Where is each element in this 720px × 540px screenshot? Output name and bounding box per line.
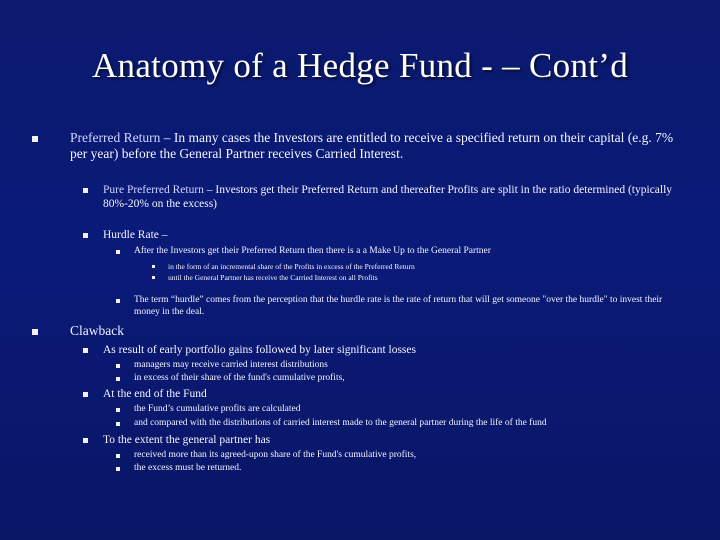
- square-bullet-icon: [83, 392, 88, 397]
- square-bullet-icon: [83, 348, 88, 353]
- bullet-extent-detail: [134, 450, 674, 462]
- make-up-detail-text: until the General Partner has receive the Carried Interest on all Profits: [168, 273, 378, 282]
- preferred-return-text: – In many cases the Investors are entitled to receive a specified return on their capital (e.g. 7% per year) before the General Partner receives Carried Interest.: [70, 130, 674, 162]
- square-bullet-icon: [116, 364, 120, 368]
- bullet-make-up: [134, 246, 674, 258]
- make-up-text: After the Investors get their Preferred Return then there is a a Make Up to the General Partner: [134, 246, 491, 256]
- bullet-make-up-detail: [168, 273, 668, 282]
- bullet-make-up-detail: [168, 262, 668, 271]
- square-bullet-icon: [83, 438, 88, 443]
- square-bullet-icon: [116, 377, 120, 381]
- bullet-early-gains: [103, 343, 663, 357]
- bullet-hurdle-rate: [103, 228, 663, 242]
- hurdle-rate-label: Hurdle Rate –: [103, 229, 168, 241]
- bullet-hurdle-origin: [134, 295, 674, 318]
- bullet-end-of-fund-detail: [134, 418, 694, 430]
- pure-preferred-return-text: – Investors get their Preferred Return and thereafter Profits are split in the ratio determined (typically 80%-20% on the excess): [103, 184, 673, 211]
- square-bullet-icon: [116, 408, 120, 412]
- square-bullet-icon: [83, 188, 88, 193]
- slide-title: Anatomy of a Hedge Fund - – Cont’d: [91, 46, 629, 85]
- bullet-end-of-fund: [103, 387, 663, 401]
- bullet-end-of-fund-detail: [134, 404, 674, 416]
- bullet-early-gains-detail: [134, 373, 674, 385]
- square-bullet-icon: [116, 454, 120, 458]
- early-gains-detail-text: managers may receive carried interest distributions: [134, 360, 328, 370]
- bullet-pure-preferred-return: [103, 183, 673, 211]
- bullet-extent-detail: [134, 463, 674, 475]
- make-up-detail-text: in the form of an incremental share of the Profits in excess of the Preferred Return: [168, 262, 415, 271]
- square-bullet-icon: [116, 250, 120, 254]
- bullet-clawback: [70, 323, 670, 339]
- preferred-return-term: Preferred Return: [70, 130, 161, 145]
- square-bullet-icon: [152, 276, 155, 279]
- bullet-preferred-return: [70, 130, 680, 163]
- square-bullet-icon: [116, 299, 120, 303]
- square-bullet-icon: [116, 467, 120, 471]
- early-gains-detail-text: in excess of their share of the fund's cumulative profits,: [134, 373, 345, 383]
- end-of-fund-text: At the end of the Fund: [103, 388, 207, 400]
- extent-detail-text: received more than its agreed-upon share of the Fund's cumulative profits,: [134, 450, 417, 460]
- bullet-extent: [103, 433, 663, 447]
- end-of-fund-detail-text: and compared with the distributions of carried interest made to the general partner during the life of the fund: [134, 418, 547, 428]
- bullet-early-gains-detail: [134, 360, 674, 372]
- hurdle-origin-text: The term “hurdle” comes from the perception that the hurdle rate is the rate of return that will get someone "over the hurdle" to invest their money in the deal.: [134, 295, 663, 317]
- extent-text: To the extent the general partner has: [103, 434, 271, 446]
- end-of-fund-detail-text: the Fund’s cumulative profits are calculated: [134, 404, 301, 414]
- extent-detail-text: the excess must be returned.: [134, 463, 242, 473]
- pure-preferred-return-term: Pure Preferred Return: [103, 184, 204, 196]
- square-bullet-icon: [116, 422, 120, 426]
- square-bullet-icon: [32, 136, 38, 142]
- early-gains-text: As result of early portfolio gains followed by later significant losses: [103, 344, 416, 356]
- clawback-label: Clawback: [70, 323, 124, 338]
- square-bullet-icon: [32, 329, 38, 335]
- square-bullet-icon: [83, 233, 88, 238]
- square-bullet-icon: [152, 265, 155, 268]
